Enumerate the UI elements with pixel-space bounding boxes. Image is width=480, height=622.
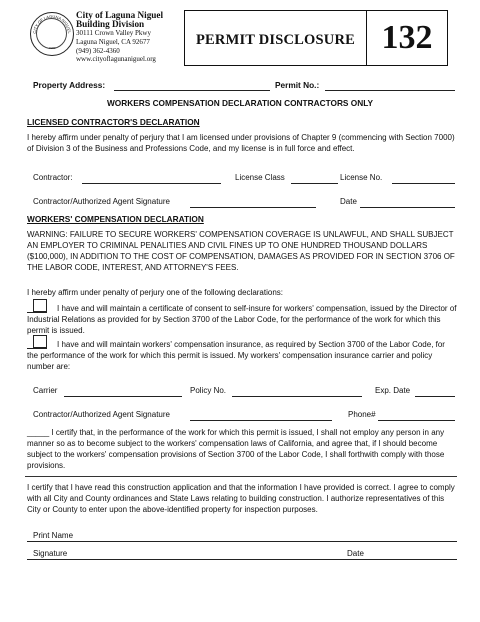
no-employees-blank[interactable]: _____	[27, 428, 50, 437]
form-number: 132	[381, 19, 433, 56]
no-employees-text	[27, 427, 457, 471]
permit-no-label: Permit No.:	[275, 80, 320, 90]
carrier-field[interactable]	[64, 396, 182, 397]
licensed-signature-field[interactable]	[190, 207, 316, 208]
exp-date-label: Exp. Date	[375, 386, 411, 395]
property-address-label: Property Address:	[33, 80, 106, 90]
agency-phone: (949) 362-4360	[76, 46, 120, 55]
insurance-text: I have and will maintain workers' compensation insurance, as required by Section 3700 of the Labor Code, for the performance of the work for which this permit is issued. My workers' compensation insurance carrier and policy number are:	[27, 340, 445, 371]
agency-name: City of Laguna Niguel	[76, 10, 164, 20]
self-insure-text: I have and will maintain a certificate of consent to self-insure for workers' compensation, issued by the Director of Industrial Relations as provided for by Section 3700 of the Labor Code, for the performance of the work for which this permit is issued.	[27, 304, 457, 335]
license-no-field[interactable]	[392, 183, 455, 184]
contractor-label: Contractor:	[33, 173, 73, 182]
permit-no-field[interactable]	[325, 90, 455, 91]
phone-label: Phone#	[348, 410, 376, 419]
city-seal	[30, 12, 74, 56]
policy-no-field[interactable]	[232, 396, 362, 397]
no-employees-statement: I certify that, in the performance of the work for which this permit is issued, I shall not employ any person in any manner so as to become subject to the workers' compensation laws of California, and agree that, if I should become subject to the workers' compensation provisions of Section 3700 of the Labor Code, I shall forthwith comply with those provisions.	[27, 428, 445, 470]
license-class-field[interactable]	[291, 183, 338, 184]
form-title-box	[184, 10, 367, 66]
workers-warning: WARNING: FAILURE TO SECURE WORKERS' COMPENSATION COVERAGE IS UNLAWFUL, AND SHALL SUBJECT AN EMPLOYER TO CRIMINAL PENALITIES AND CIVIL FINES UP TO ONE HUNDRED THOUSAND DOLLARS ($100,000), IN ADDITION TO THE COST OF COMPENSATION, DAMAGES AS PROVIDED FOR IN SECTION 3706 OF THE LABOR CODE, INTEREST, AND ATTORNEY'S FEES.	[27, 230, 455, 272]
phone-field[interactable]	[378, 420, 455, 421]
agency-block	[76, 11, 183, 64]
carrier-label: Carrier	[33, 386, 58, 395]
svg-text:CITY OF LAGUNA NIGUEL: CITY OF LAGUNA NIGUEL	[31, 13, 72, 34]
exp-date-field[interactable]	[415, 396, 455, 397]
licensed-date-label: Date	[340, 197, 357, 206]
certification-date-label: Date	[347, 549, 364, 558]
certification-body: I certify that I have read this construction application and that the information I have provided is correct. I agree to comply with all City and County ordinances and State Laws relating to building construction. I authorize representatives of this City or County to enter upon the above-identified property for inspection purposes.	[27, 483, 455, 514]
licensed-heading: LICENSED CONTRACTOR'S DECLARATION	[27, 117, 200, 127]
licensed-body: I hereby affirm under penalty of perjury that I am licensed under provisions of Chapter 9 (commencing with Section 7000) of Division 3 of the Business and Professions Code, and my license is in full force and effect.	[27, 133, 455, 153]
certification-signature-field[interactable]	[27, 559, 457, 560]
workers-signature-field[interactable]	[190, 420, 332, 421]
seal-year: 1989	[48, 46, 56, 50]
form-title: PERMIT DISCLOSURE	[195, 32, 356, 48]
license-no-label: License No.	[340, 173, 383, 182]
agency-address-street: 30111 Crown Valley Pkwy	[76, 29, 151, 38]
section-divider	[25, 476, 457, 477]
licensed-date-field[interactable]	[360, 207, 455, 208]
agency-division: Building Division	[76, 19, 145, 30]
form-number-box	[367, 10, 448, 66]
certification-signature-label: Signature	[33, 549, 68, 558]
licensed-signature-label: Contractor/Authorized Agent Signature	[33, 197, 170, 206]
workers-signature-label: Contractor/Authorized Agent Signature	[33, 410, 170, 419]
workers-heading: WORKERS' COMPENSATION DECLARATION	[27, 214, 204, 224]
policy-no-label: Policy No.	[190, 386, 227, 395]
print-name-field[interactable]	[27, 541, 457, 542]
workers-affirm: I hereby affirm under penalty of perjury one of the following declarations:	[27, 288, 283, 297]
agency-address-city: Laguna Niguel, CA 92677	[76, 38, 150, 46]
agency-website: www.cityoflagunaniguel.org	[76, 55, 156, 64]
license-class-label: License Class	[235, 173, 285, 182]
contractor-field[interactable]	[82, 183, 221, 184]
declaration-title: WORKERS COMPENSATION DECLARATION CONTRACTORS ONLY	[106, 98, 374, 108]
property-address-field[interactable]	[114, 90, 270, 91]
print-name-label: Print Name	[33, 531, 74, 540]
